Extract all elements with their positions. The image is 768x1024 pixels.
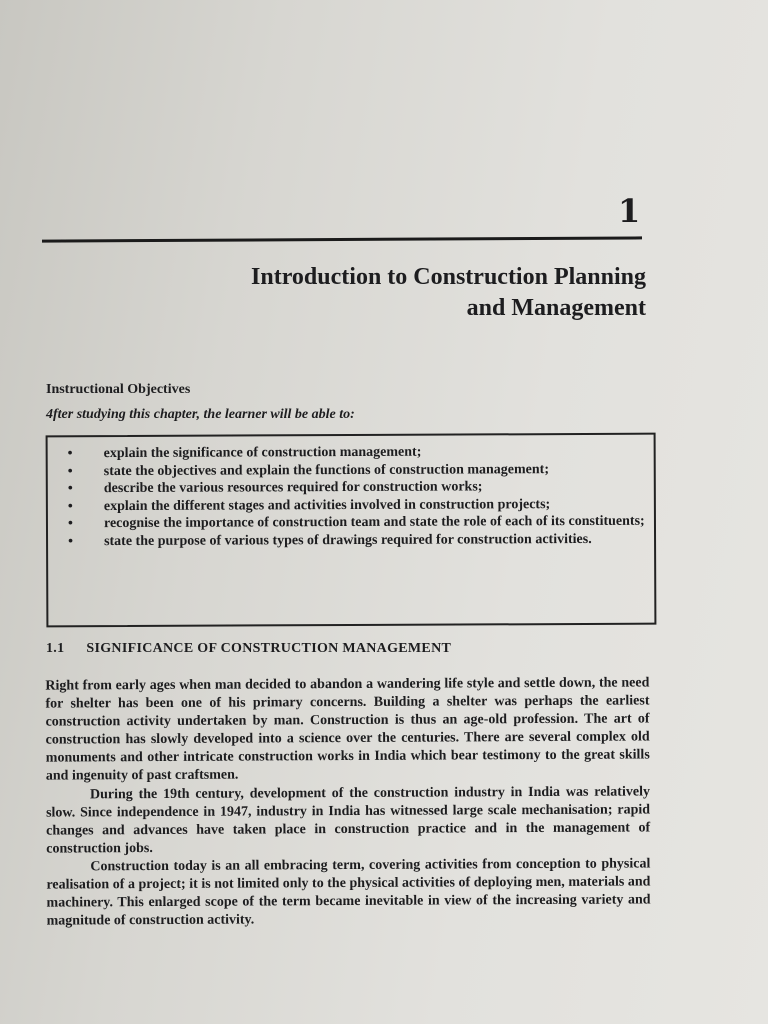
chapter-rule [42,236,642,242]
objectives-list [48,435,654,551]
section-heading [46,641,666,657]
objectives-box [46,433,657,628]
section-number: 1.1 [46,641,65,656]
objectives-intro: 4fter studying this chapter, the learner will be able to: [46,407,355,422]
bullet-icon: • [67,516,73,532]
paragraph-3: Construction today is an all embracing term, covering activities from conception to physical realisation of a project; it is not limited only to the physical activities of deploying men, materials and machinery. This enlarged scope of the term became inevitable in view of the increasing variety and magnitude of construction activity. [46,856,651,929]
chapter-title-line-2: and Management [466,295,646,321]
bullet-icon: • [68,533,73,549]
objective-text: recognise the importance of construction team and state the role of each of its constituents; [103,513,645,532]
bullet-icon: • [67,446,73,462]
paragraph-1: Right from early ages when man decided to abandon a wandering life style and settle down, the need for shelter has been one of his primary concerns. Building a shelter was perhaps the earliest construction activity undertaken by man. Construction is thus an age-old profession. The art of construction has slowly developed into a science over the centuries. There are several complex old monuments and other intricate construction works in India which bear testimony to the great skills and ingenuity of past craftsmen. [45,675,650,785]
objective-text: state the objectives and explain the functions of construction management; [103,461,550,479]
bullet-icon: • [67,481,73,497]
objective-text: explain the significance of construction management; [103,444,422,462]
objectives-heading: Instructional Objectives [46,382,191,397]
bullet-icon: • [67,498,73,514]
paragraph-2: During the 19th century, development of the construction industry in India was relatively slow. Since independence in 1947, industry in India has witnessed large scale mechanisation; rapid changes and advances have taken place in construction practice and in the management of construction jobs. [46,783,651,857]
chapter-title [90,262,646,324]
show-through-text [58,80,642,230]
objective-item [68,530,646,550]
chapter-number: 1 [618,192,641,230]
chapter-title-line-1: Introduction to Construction Planning [251,264,646,290]
bullet-icon: • [67,463,73,479]
objective-text: explain the different stages and activities involved in construction projects; [103,496,551,514]
body-text [45,674,650,930]
section-title: SIGNIFICANCE OF CONSTRUCTION MANAGEMENT [86,641,452,656]
objective-text: describe the various resources required for construction works; [103,479,483,497]
objective-text: state the purpose of various types of drawings required for construction activities. [104,531,592,549]
